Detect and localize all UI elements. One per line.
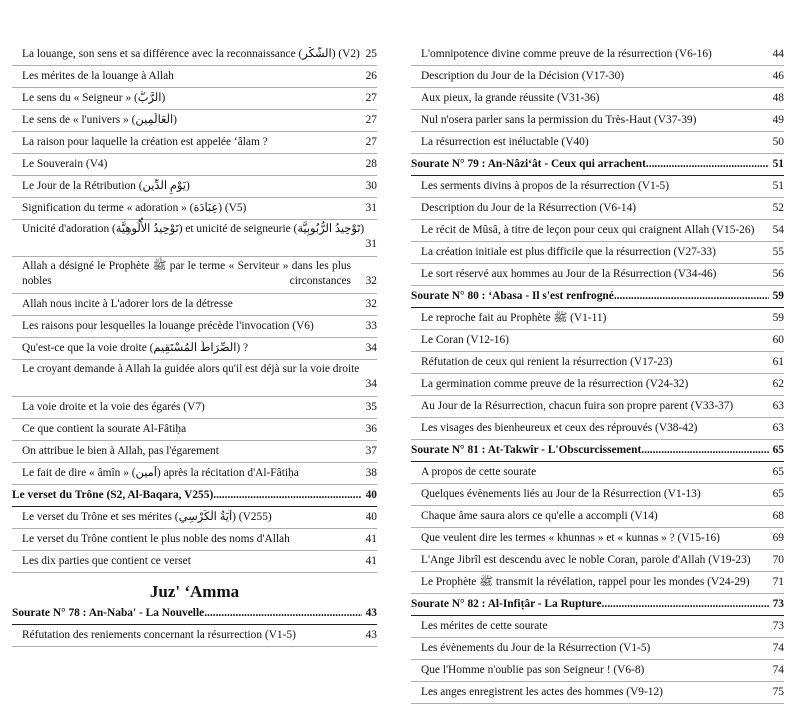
entry-title: Le verset du Trône et ses mérites (آيَةُ الْكُرْسِي) (V255) xyxy=(22,511,272,523)
toc-entry xyxy=(411,66,784,88)
toc-entry xyxy=(411,572,784,594)
page-number: 35 xyxy=(365,401,377,413)
entry-title: On attribue le bien à Allah, pas l'égarement xyxy=(22,445,219,457)
page-number: 73 xyxy=(772,620,784,632)
page-number: 61 xyxy=(772,356,784,368)
entry-title: La voie droite et la voie des égarés (V7) xyxy=(22,401,205,413)
page-number: 27 xyxy=(365,92,377,104)
entry-title: Quelques évènements liés au Jour de la Résurrection (V1-13) xyxy=(421,488,701,500)
toc-entry xyxy=(12,338,377,360)
toc-entry xyxy=(12,44,377,66)
entry-title: Le Jour de la Rétribution (يَوْمِ الدِّين) xyxy=(22,180,190,192)
section-header-title: Sourate N° 82 : Al-Infiṭâr - La Rupture ..... xyxy=(411,597,769,612)
entry-title: Signification du terme « adoration » (عِبَادَة) (V5) xyxy=(22,202,247,214)
entry-title: Le Souverain (V4) xyxy=(22,158,108,170)
entry-title: Les visages des bienheureux et ceux des réprouvés (V38-42) xyxy=(421,422,698,434)
entry-title: Que l'Homme n'oublie pas son Seigneur ! (V6-8) xyxy=(421,664,645,676)
toc-entry xyxy=(411,682,784,704)
toc-entry xyxy=(12,441,377,463)
toc-section-header xyxy=(12,485,377,507)
toc-column-left xyxy=(12,44,377,647)
page-number: 40 xyxy=(365,511,377,523)
entry-title: Réfutation des reniements concernant la résurrection (V1-5) xyxy=(22,629,296,641)
toc-section-header xyxy=(411,594,784,616)
page-number: 63 xyxy=(772,400,784,412)
toc-entry xyxy=(12,176,377,198)
toc-entry xyxy=(12,316,377,338)
toc-entry xyxy=(411,638,784,660)
page-number: 75 xyxy=(772,686,784,698)
entry-title: Le sens de « l'univers » (الْعَالَمِين) xyxy=(22,114,177,126)
toc-entry xyxy=(12,397,377,419)
section-title: Juz' ‘Amma xyxy=(149,582,240,601)
entry-title: Nul n'osera parler sans la permission du Très-Haut (V37-39) xyxy=(421,114,697,126)
page-number: 43 xyxy=(365,607,377,619)
entry-title: Le Prophète ﷺ transmit la révélation, rappel pour les mondes (V24-29) xyxy=(421,576,750,588)
page-number: 74 xyxy=(772,664,784,676)
toc-section-header xyxy=(12,603,377,625)
toc-entry xyxy=(12,529,377,551)
toc-entry xyxy=(12,132,377,154)
toc-entry xyxy=(411,616,784,638)
page-number: 27 xyxy=(365,136,377,148)
entry-title: Le verset du Trône contient le plus noble des noms d'Allah xyxy=(22,533,290,545)
page-number: 63 xyxy=(772,422,784,434)
toc-entry xyxy=(411,550,784,572)
page-number: 52 xyxy=(772,202,784,214)
entry-title: L'Ange Jibrîl est descendu avec le noble Coran, parole d'Allah (V19-23) xyxy=(421,554,751,566)
toc-entry xyxy=(12,625,377,647)
page-number: 65 xyxy=(772,488,784,500)
toc-entry xyxy=(12,551,377,573)
toc-entry xyxy=(12,198,377,220)
page-number: 51 xyxy=(772,158,784,170)
page-number: 65 xyxy=(772,444,784,456)
toc-entry xyxy=(411,396,784,418)
entry-title: A propos de cette sourate xyxy=(421,466,537,478)
page-number: 68 xyxy=(772,510,784,522)
section-header-title: Sourate N° 80 : ‘Abasa - Il s'est renfrogné ..... xyxy=(411,289,769,304)
page-number: 59 xyxy=(772,290,784,302)
page-number: 48 xyxy=(772,92,784,104)
toc-entry xyxy=(12,220,377,257)
toc-entry xyxy=(411,176,784,198)
toc-entry xyxy=(12,154,377,176)
entry-title: La germination comme preuve de la résurrection (V24-32) xyxy=(421,378,689,390)
entry-title: Que veulent dire les termes « khunnas » et « kunnas » ? (V15-16) xyxy=(421,532,720,544)
page-number: 73 xyxy=(772,598,784,610)
entry-title: Les mérites de cette sourate xyxy=(421,620,548,632)
page-number: 26 xyxy=(365,70,377,82)
page-number: 34 xyxy=(365,342,377,354)
page-number: 40 xyxy=(365,489,377,501)
page-number: 65 xyxy=(772,466,784,478)
toc-entry xyxy=(411,110,784,132)
toc-entry xyxy=(411,264,784,286)
toc-entry xyxy=(12,463,377,485)
toc-entry xyxy=(411,528,784,550)
page-number: 38 xyxy=(365,467,377,479)
entry-title: Allah nous incite à L'adorer lors de la détresse xyxy=(22,298,233,310)
page-number: 34 xyxy=(365,378,377,390)
entry-title: Les mérites de la louange à Allah xyxy=(22,70,174,82)
page-number: 27 xyxy=(365,114,377,126)
page-number: 54 xyxy=(772,224,784,236)
page-number: 56 xyxy=(772,268,784,280)
entry-title: Réfutation de ceux qui renient la résurrection (V17-23) xyxy=(421,356,673,368)
entry-title: Au Jour de la Résurrection, chacun fuira son propre parent (V33-37) xyxy=(421,400,734,412)
page-number: 32 xyxy=(365,275,377,287)
toc-entry xyxy=(12,257,377,294)
section-header-title: Sourate N° 81 : At-Takwîr - L'Obscurcissement ..... xyxy=(411,443,769,458)
entry-title: Les dix parties que contient ce verset xyxy=(22,555,191,567)
toc-entry xyxy=(12,360,377,397)
entry-title: Allah a désigné le Prophète ﷺ par le terme « Serviteur » dans les plus nobles circonstances xyxy=(22,260,351,287)
section-header-title: Sourate N° 78 : An-Naba' - La Nouvelle ..... xyxy=(12,606,362,621)
toc-entry xyxy=(411,44,784,66)
toc-entry xyxy=(411,88,784,110)
entry-title: Le reproche fait au Prophète ﷺ (V1-11) xyxy=(421,312,607,324)
page-number: 60 xyxy=(772,334,784,346)
toc-entry xyxy=(12,88,377,110)
page-number: 36 xyxy=(365,423,377,435)
toc-entry xyxy=(411,242,784,264)
toc-entry xyxy=(12,294,377,316)
entry-title: Unicité d'adoration (تَوْحِيدُ الأُلُوهِيَّة) et unicité de seigneurie (تَوْحِيدُ الرُّبُوبِيَّة) xyxy=(22,223,365,235)
entry-title: Aux pieux, la grande réussite (V31-36) xyxy=(421,92,600,104)
entry-title: Ce que contient la sourate Al-Fâtiḥa xyxy=(22,423,187,435)
toc-column-right xyxy=(411,44,784,704)
toc-entry xyxy=(411,660,784,682)
entry-title: Les raisons pour lesquelles la louange précède l'invocation (V6) xyxy=(22,320,314,332)
entry-title: Description du Jour de la Décision (V17-30) xyxy=(421,70,625,82)
toc-entry xyxy=(411,506,784,528)
toc-entry xyxy=(12,66,377,88)
page-number: 49 xyxy=(772,114,784,126)
page-number: 31 xyxy=(365,238,377,250)
page-number: 59 xyxy=(772,312,784,324)
page-number: 46 xyxy=(772,70,784,82)
toc-entry xyxy=(411,330,784,352)
entry-title: La création initiale est plus difficile que la résurrection (V27-33) xyxy=(421,246,716,258)
page-number: 55 xyxy=(772,246,784,258)
entry-title: Le sens du « Seigneur » (الرَّبُّ) xyxy=(22,92,166,104)
page-number: 44 xyxy=(772,48,784,60)
toc-entry xyxy=(411,198,784,220)
page-number: 28 xyxy=(365,158,377,170)
page-number: 62 xyxy=(772,378,784,390)
entry-title: L'omnipotence divine comme preuve de la résurrection (V6-16) xyxy=(421,48,712,60)
section-header-title: Le verset du Trône (S2, Al-Baqara, V255) ..... xyxy=(12,488,362,503)
toc-entry xyxy=(411,352,784,374)
entry-title: Le sort réservé aux hommes au Jour de la Résurrection (V34-46) xyxy=(421,268,717,280)
toc-section-header xyxy=(411,440,784,462)
page-number: 69 xyxy=(772,532,784,544)
page-number: 43 xyxy=(365,629,377,641)
toc-entry xyxy=(411,462,784,484)
entry-title: Les serments divins à propos de la résurrection (V1-5) xyxy=(421,180,669,192)
toc-entry xyxy=(12,110,377,132)
page-number: 33 xyxy=(365,320,377,332)
page-number: 37 xyxy=(365,445,377,457)
section-header-title: Sourate N° 79 : An-Nâzi‘ât - Ceux qui arrachent ..... xyxy=(411,157,769,172)
entry-title: Le récit de Mûsâ, à titre de leçon pour ceux qui craignent Allah (V15-26) xyxy=(421,224,755,236)
entry-title: Les évènements du Jour de la Résurrection (V1-5) xyxy=(421,642,651,654)
toc-entry xyxy=(411,374,784,396)
page-number: 30 xyxy=(365,180,377,192)
entry-title: Description du Jour de la Résurrection (V6-14) xyxy=(421,202,637,214)
page-number: 51 xyxy=(772,180,784,192)
page-number: 41 xyxy=(365,533,377,545)
entry-title: Le Coran (V12-16) xyxy=(421,334,509,346)
entry-title: Les anges enregistrent les actes des hommes (V9-12) xyxy=(421,686,663,698)
page-number: 70 xyxy=(772,554,784,566)
page-number: 41 xyxy=(365,555,377,567)
toc-entry xyxy=(411,418,784,440)
page-number: 71 xyxy=(772,576,784,588)
toc-entry xyxy=(411,132,784,154)
toc-section-header xyxy=(411,154,784,176)
entry-title: La résurrection est inéluctable (V40) xyxy=(421,136,589,148)
entry-title: Qu'est-ce que la voie droite (الصِّرَاطُ المُسْتَقِيم) ? xyxy=(22,342,249,354)
toc-entry xyxy=(411,220,784,242)
entry-title: Chaque âme saura alors ce qu'elle a accompli (V14) xyxy=(421,510,658,522)
toc-entry xyxy=(12,507,377,529)
toc-entry xyxy=(411,308,784,330)
page-number: 25 xyxy=(365,48,377,60)
page-number: 74 xyxy=(772,642,784,654)
entry-title: Le croyant demande à Allah la guidée alors qu'il est déjà sur la voie droite xyxy=(22,363,360,375)
entry-title: La raison pour laquelle la création est appelée ‘âlam ? xyxy=(22,136,268,148)
toc-section-header xyxy=(411,286,784,308)
toc-entry xyxy=(12,419,377,441)
toc-entry xyxy=(411,484,784,506)
entry-title: Le fait de dire « âmîn » (آمين) après la récitation d'Al-Fâtiḥa xyxy=(22,467,299,479)
page-number: 31 xyxy=(365,202,377,214)
page-number: 50 xyxy=(772,136,784,148)
page-number: 32 xyxy=(365,298,377,310)
entry-title: La louange, son sens et sa différence avec la reconnaissance (الشُّكْر) (V2) xyxy=(22,48,360,60)
